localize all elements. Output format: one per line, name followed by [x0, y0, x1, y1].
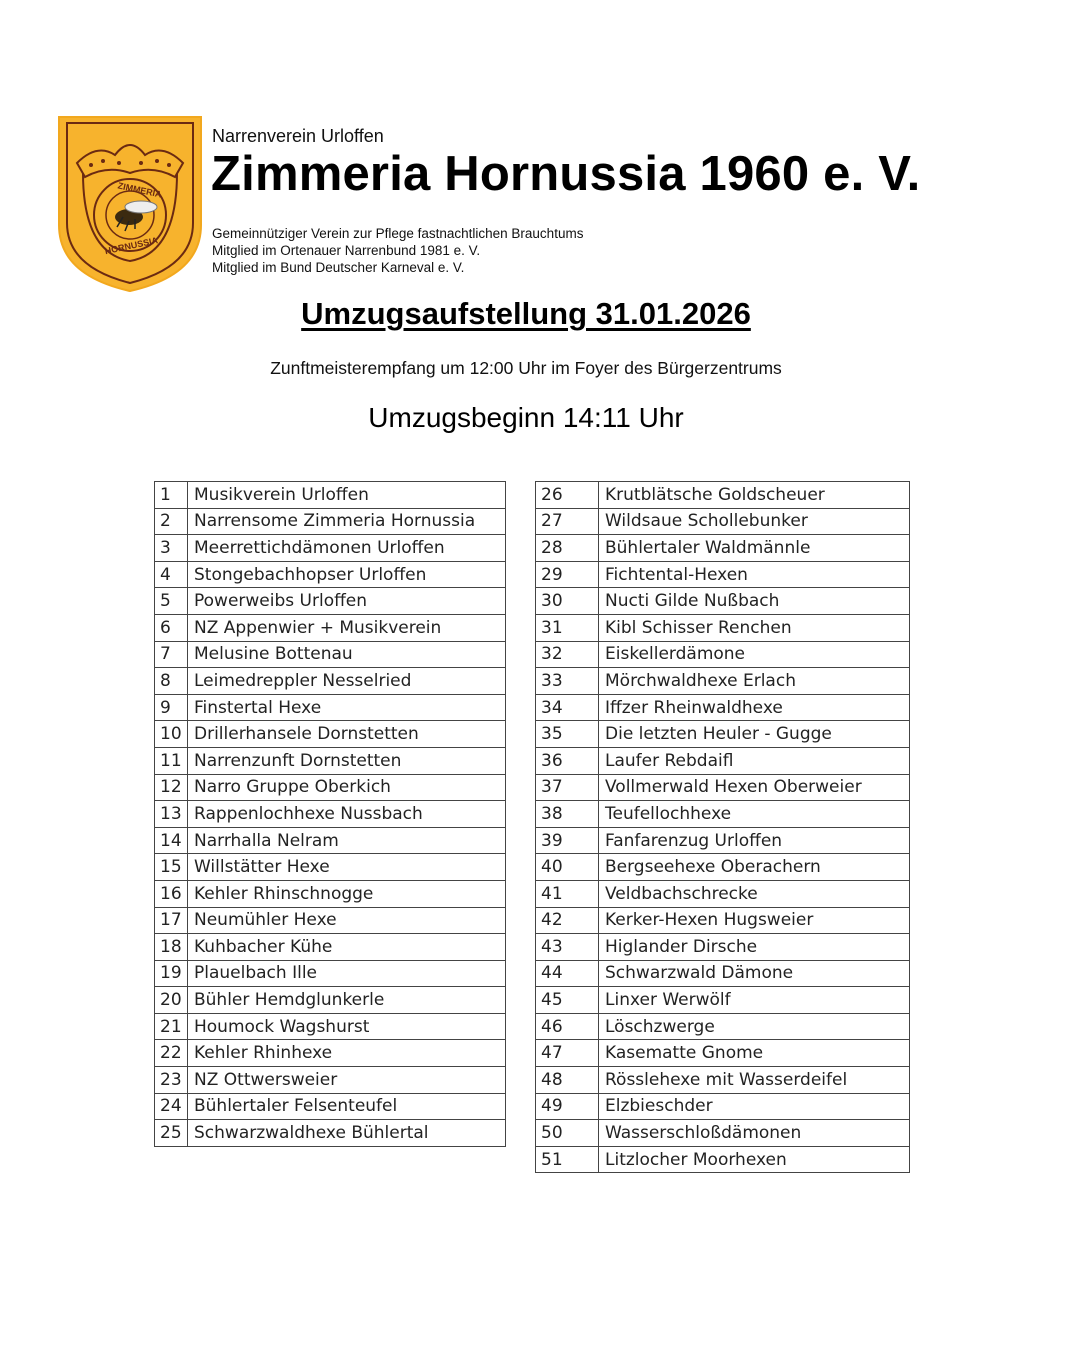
position-number: 43 [536, 934, 599, 961]
group-name: Narrenzunft Dornstetten [188, 747, 506, 774]
table-row [155, 827, 506, 854]
position-number: 14 [155, 827, 188, 854]
svg-text:ZIMMERIA: ZIMMERIA [116, 180, 163, 200]
group-name: NZ Appenwier + Musikverein [188, 614, 506, 641]
table-row [155, 668, 506, 695]
table-row [536, 1067, 910, 1094]
group-name: Finstertal Hexe [188, 694, 506, 721]
position-number: 10 [155, 721, 188, 748]
document-title: Umzugsaufstellung 31.01.2026 [301, 296, 751, 331]
table-row [155, 934, 506, 961]
table-row [155, 774, 506, 801]
group-name: Narro Gruppe Oberkich [188, 774, 506, 801]
position-number: 17 [155, 907, 188, 934]
group-name: Narrensome Zimmeria Hornussia [188, 508, 506, 535]
table-row [536, 721, 910, 748]
position-number: 34 [536, 694, 599, 721]
group-name: Fanfarenzug Urloffen [599, 827, 910, 854]
position-number: 27 [536, 508, 599, 535]
group-name: Kerker-Hexen Hugsweier [599, 907, 910, 934]
table-row [536, 588, 910, 615]
table-row [155, 588, 506, 615]
org-title: Zimmeria Hornussia 1960 e. V. [211, 147, 921, 201]
table-row [536, 854, 910, 881]
position-number: 28 [536, 535, 599, 562]
position-number: 32 [536, 641, 599, 668]
org-line: Mitglied im Ortenauer Narrenbund 1981 e. V. [212, 243, 481, 258]
table-row [536, 1146, 910, 1173]
position-number: 35 [536, 721, 599, 748]
table-row [536, 535, 910, 562]
table-row [155, 614, 506, 641]
org-subtitle: Narrenverein Urloffen [212, 126, 384, 146]
group-name: Rappenlochhexe Nussbach [188, 801, 506, 828]
table-row [155, 801, 506, 828]
table-row [536, 774, 910, 801]
group-name: NZ Ottwersweier [188, 1067, 506, 1094]
group-name: Leimedreppler Nesselried [188, 668, 506, 695]
table-row [155, 880, 506, 907]
table-row [155, 641, 506, 668]
table-row [155, 721, 506, 748]
position-number: 30 [536, 588, 599, 615]
position-number: 42 [536, 907, 599, 934]
table-row [155, 907, 506, 934]
position-number: 3 [155, 535, 188, 562]
position-number: 51 [536, 1146, 599, 1173]
group-name: Teufellochhexe [599, 801, 910, 828]
position-number: 8 [155, 668, 188, 695]
group-name: Bühlertaler Felsenteufel [188, 1093, 506, 1120]
group-name: Wildsaue Schollebunker [599, 508, 910, 535]
group-name: Rösslehexe mit Wasserdeifel [599, 1067, 910, 1094]
position-number: 38 [536, 801, 599, 828]
position-number: 16 [155, 880, 188, 907]
position-number: 46 [536, 1013, 599, 1040]
org-description [212, 225, 583, 276]
position-number: 24 [155, 1093, 188, 1120]
table-row [155, 1093, 506, 1120]
group-name: Neumühler Hexe [188, 907, 506, 934]
table-row [155, 1040, 506, 1067]
position-number: 1 [155, 482, 188, 509]
position-number: 41 [536, 880, 599, 907]
table-row [536, 801, 910, 828]
group-name: Plauelbach Ille [188, 960, 506, 987]
table-row [536, 987, 910, 1014]
position-number: 2 [155, 508, 188, 535]
group-name: Melusine Bottenau [188, 641, 506, 668]
table-row [536, 1040, 910, 1067]
group-name: Powerweibs Urloffen [188, 588, 506, 615]
svg-text:HORNUSSIA: HORNUSSIA [103, 235, 159, 257]
group-name: Veldbachschrecke [599, 880, 910, 907]
group-name: Wasserschloßdämonen [599, 1120, 910, 1147]
group-name: Kehler Rhinschnogge [188, 880, 506, 907]
position-number: 21 [155, 1013, 188, 1040]
position-number: 40 [536, 854, 599, 881]
position-number: 5 [155, 588, 188, 615]
table-row [536, 668, 910, 695]
position-number: 11 [155, 747, 188, 774]
group-name: Drillerhansele Dornstetten [188, 721, 506, 748]
group-name: Fichtental-Hexen [599, 561, 910, 588]
org-line: Gemeinnütziger Verein zur Pflege fastnachtlichen Brauchtums [212, 226, 584, 241]
position-number: 20 [155, 987, 188, 1014]
group-name: Meerrettichdämonen Urloffen [188, 535, 506, 562]
group-name: Bergseehexe Oberachern [599, 854, 910, 881]
org-line: Mitglied im Bund Deutscher Karneval e. V. [212, 260, 465, 275]
group-name: Schwarzwaldhexe Bühlertal [188, 1120, 506, 1147]
position-number: 29 [536, 561, 599, 588]
table-row [155, 854, 506, 881]
group-name: Elzbieschder [599, 1093, 910, 1120]
club-crest-logo [57, 115, 203, 293]
lineup-table-left [154, 481, 506, 1147]
group-name: Nucti Gilde Nußbach [599, 588, 910, 615]
table-row [536, 907, 910, 934]
lineup-table-right [535, 481, 910, 1173]
position-number: 25 [155, 1120, 188, 1147]
table-row [155, 747, 506, 774]
group-name: Löschzwerge [599, 1013, 910, 1040]
table-row [155, 1067, 506, 1094]
group-name: Narrhalla Nelram [188, 827, 506, 854]
table-row [536, 561, 910, 588]
group-name: Stongebachhopser Urloffen [188, 561, 506, 588]
group-name: Kehler Rhinhexe [188, 1040, 506, 1067]
position-number: 26 [536, 482, 599, 509]
group-name: Krutblätsche Goldscheuer [599, 482, 910, 509]
group-name: Laufer Rebdaifl [599, 747, 910, 774]
table-row [536, 1093, 910, 1120]
position-number: 33 [536, 668, 599, 695]
position-number: 49 [536, 1093, 599, 1120]
table-row [155, 987, 506, 1014]
group-name: Kibl Schisser Renchen [599, 614, 910, 641]
group-name: Mörchwaldhexe Erlach [599, 668, 910, 695]
group-name: Linxer Werwölf [599, 987, 910, 1014]
group-name: Die letzten Heuler - Gugge [599, 721, 910, 748]
group-name: Higlander Dirsche [599, 934, 910, 961]
reception-note: Zunftmeisterempfang um 12:00 Uhr im Foyer des Bürgerzentrums [270, 358, 782, 378]
table-row [155, 1120, 506, 1147]
table-row [536, 747, 910, 774]
position-number: 39 [536, 827, 599, 854]
position-number: 9 [155, 694, 188, 721]
position-number: 37 [536, 774, 599, 801]
group-name: Houmock Wagshurst [188, 1013, 506, 1040]
table-row [536, 641, 910, 668]
position-number: 6 [155, 614, 188, 641]
table-row [155, 561, 506, 588]
table-row [536, 1120, 910, 1147]
position-number: 4 [155, 561, 188, 588]
table-row [536, 960, 910, 987]
group-name: Kuhbacher Kühe [188, 934, 506, 961]
position-number: 7 [155, 641, 188, 668]
position-number: 48 [536, 1067, 599, 1094]
group-name: Eiskellerdämone [599, 641, 910, 668]
position-number: 19 [155, 960, 188, 987]
table-row [155, 508, 506, 535]
group-name: Willstätter Hexe [188, 854, 506, 881]
parade-start-time: Umzugsbeginn 14:11 Uhr [368, 402, 684, 433]
position-number: 12 [155, 774, 188, 801]
table-row [155, 694, 506, 721]
group-name: Musikverein Urloffen [188, 482, 506, 509]
table-row [536, 1013, 910, 1040]
position-number: 22 [155, 1040, 188, 1067]
group-name: Kasematte Gnome [599, 1040, 910, 1067]
position-number: 23 [155, 1067, 188, 1094]
table-row [155, 960, 506, 987]
table-row [536, 694, 910, 721]
table-row [536, 934, 910, 961]
table-row [536, 827, 910, 854]
position-number: 18 [155, 934, 188, 961]
position-number: 50 [536, 1120, 599, 1147]
position-number: 31 [536, 614, 599, 641]
table-row [536, 880, 910, 907]
position-number: 45 [536, 987, 599, 1014]
group-name: Iffzer Rheinwaldhexe [599, 694, 910, 721]
table-row [536, 508, 910, 535]
table-row [155, 482, 506, 509]
table-row [155, 1013, 506, 1040]
group-name: Bühler Hemdglunkerle [188, 987, 506, 1014]
table-row [155, 535, 506, 562]
group-name: Vollmerwald Hexen Oberweier [599, 774, 910, 801]
group-name: Bühlertaler Waldmännle [599, 535, 910, 562]
group-name: Schwarzwald Dämone [599, 960, 910, 987]
position-number: 15 [155, 854, 188, 881]
position-number: 47 [536, 1040, 599, 1067]
position-number: 36 [536, 747, 599, 774]
group-name: Litzlocher Moorhexen [599, 1146, 910, 1173]
table-row [536, 614, 910, 641]
position-number: 44 [536, 960, 599, 987]
table-row [536, 482, 910, 509]
position-number: 13 [155, 801, 188, 828]
